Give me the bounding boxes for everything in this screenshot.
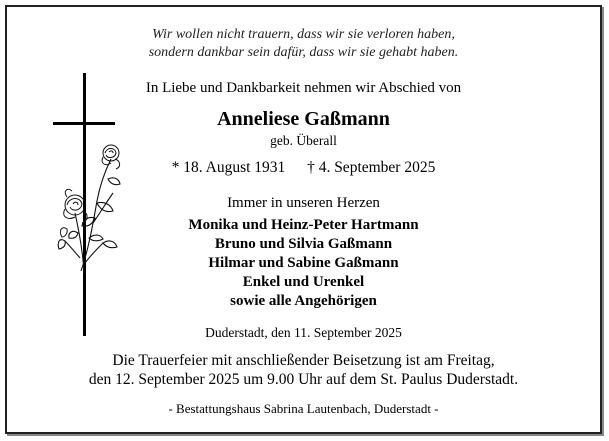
memorial-phrase: Immer in unseren Herzen	[227, 195, 380, 211]
undertaker-credit: - Bestattungshaus Sabrina Lautenbach, Duderstadt -	[168, 401, 439, 416]
maiden-name: geb. Überall	[270, 133, 337, 148]
mourner-line: sowie alle Angehörigen	[230, 293, 377, 309]
life-dates	[47, 159, 560, 177]
deceased-name: Anneliese Gaßmann	[217, 108, 390, 130]
mourner-line: Monika und Heinz-Peter Hartmann	[188, 217, 419, 233]
quote-line-2: sondern dankbar sein dafür, dass wir sie gehabt haben.	[148, 45, 459, 60]
intro-text: In Liebe und Dankbarkeit nehmen wir Abschied von	[145, 80, 462, 96]
mourner-line: Hilmar und Sabine Gaßmann	[208, 255, 399, 271]
birth-date: * 18. August 1931	[171, 159, 286, 176]
funeral-line-2: den 12. September 2025 um 9.00 Uhr auf dem St. Paulus Duderstadt.	[88, 371, 519, 388]
mourner-line: Enkel und Urenkel	[242, 274, 365, 290]
funeral-line-1: Die Trauerfeier mit anschließender Beisetzung ist am Freitag,	[112, 352, 495, 369]
death-date: † 4. September 2025	[307, 159, 436, 176]
mourner-line: Bruno und Silvia Gaßmann	[214, 236, 393, 252]
obituary-notice	[5, 5, 602, 434]
place-date: Duderstadt, den 11. September 2025	[205, 325, 402, 340]
quote-line-1: Wir wollen nicht trauern, dass wir sie verloren haben,	[152, 27, 455, 42]
cross-with-roses-icon	[53, 73, 123, 338]
